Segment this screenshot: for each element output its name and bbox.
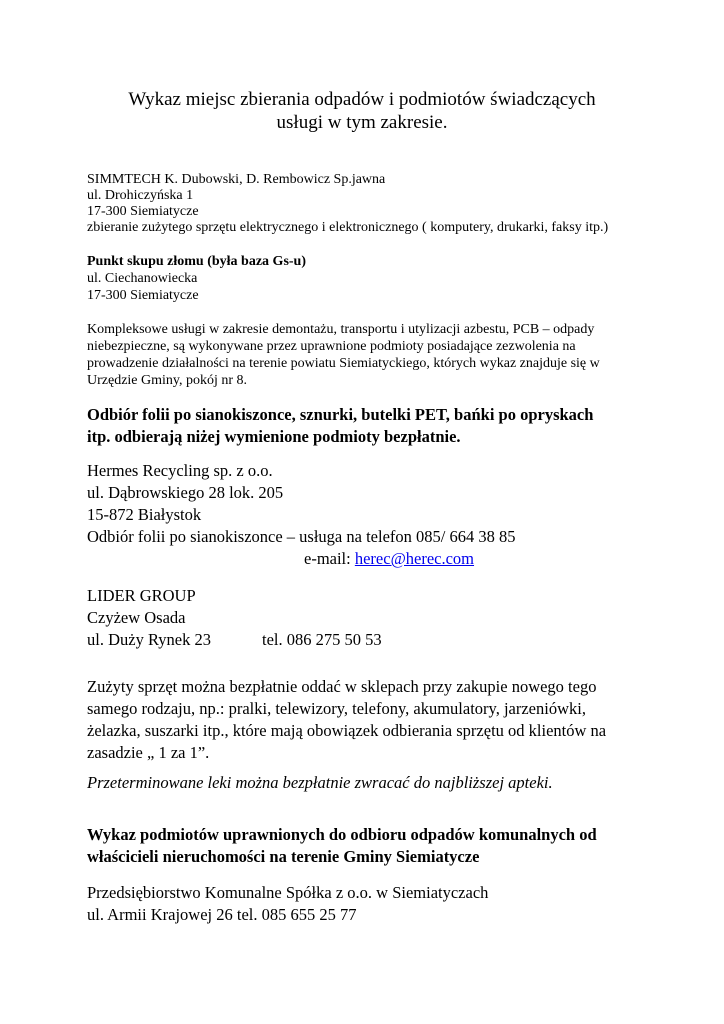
asbestos-line: Kompleksowe usługi w zakresie demontażu, transportu i utylizacji azbestu, PCB – odpady xyxy=(87,322,595,337)
lider-name: LIDER GROUP xyxy=(87,586,196,605)
electro-line: samego rodzaju, np.: pralki, telewizory, telefony, akumulatory, jarzeniówki, xyxy=(87,699,586,718)
municipal-heading-line-2: właścicieli nieruchomości na terenie Gminy Siemiatycze xyxy=(87,847,480,866)
asbestos-line: prowadzenie działalności na terenie powiatu Siemiatyckiego, których wykaz znajduje się w xyxy=(87,356,600,371)
foil-heading-line-2: itp. odbierają niżej wymienione podmioty bezpłatnie. xyxy=(87,427,461,446)
simmtech-description: zbieranie zużytego sprzętu elektrycznego i elektronicznego ( komputery, drukarki, faksy itp.) xyxy=(87,220,609,235)
foil-heading-line-1: Odbiór folii po sianokiszonce, sznurki, butelki PET, bańki po opryskach xyxy=(87,405,594,424)
scrap-point-name: Punkt skupu złomu (była baza Gs-u) xyxy=(87,254,307,269)
pk-address: ul. Armii Krajowej 26 tel. 085 655 25 77 xyxy=(87,905,357,924)
lider-place: Czyżew Osada xyxy=(87,608,186,627)
lider-street: ul. Duży Rynek 23 xyxy=(87,630,211,649)
electro-line: Zużyty sprzęt można bezpłatnie oddać w sklepach przy zakupie nowego tego xyxy=(87,677,597,696)
lider-phone: tel. 086 275 50 53 xyxy=(262,630,382,649)
medicines-note: Przeterminowane leki można bezpłatnie zwracać do najbliższej apteki. xyxy=(87,773,553,792)
hermes-email-row xyxy=(304,548,474,570)
simmtech-street: ul. Drohiczyńska 1 xyxy=(87,188,194,203)
municipal-heading-line-1: Wykaz podmiotów uprawnionych do odbioru odpadów komunalnych od xyxy=(87,825,597,844)
hermes-name: Hermes Recycling sp. z o.o. xyxy=(87,461,273,480)
simmtech-city: 17-300 Siemiatycze xyxy=(87,204,199,219)
simmtech-name: SIMMTECH K. Dubowski, D. Rembowicz Sp.jawna xyxy=(87,172,386,187)
hermes-city: 15-872 Białystok xyxy=(87,505,202,524)
pk-name: Przedsiębiorstwo Komunalne Spółka z o.o. w Siemiatyczach xyxy=(87,883,489,902)
page-title-line-2: usługi w tym zakresie. xyxy=(276,112,448,133)
hermes-email-link[interactable]: herec@herec.com xyxy=(354,549,475,568)
asbestos-line: Urzędzie Gminy, pokój nr 8. xyxy=(87,373,248,388)
scrap-point-city: 17-300 Siemiatycze xyxy=(87,288,199,303)
page-title-line-1: Wykaz miejsc zbierania odpadów i podmiotów świadczących xyxy=(128,89,596,110)
electro-line: żelazka, suszarki itp., które mają obowiązek odbierania sprzętu od klientów na xyxy=(87,721,607,740)
hermes-email-label: e-mail: xyxy=(304,549,355,568)
asbestos-line: niebezpieczne, są wykonywane przez uprawnione podmioty posiadające zezwolenia na xyxy=(87,339,576,354)
hermes-street: ul. Dąbrowskiego 28 lok. 205 xyxy=(87,483,284,502)
hermes-service: Odbiór folii po sianokiszonce – usługa na telefon 085/ 664 38 85 xyxy=(87,527,516,546)
electro-line: zasadzie „ 1 za 1”. xyxy=(87,743,210,762)
scrap-point-street: ul. Ciechanowiecka xyxy=(87,271,198,286)
